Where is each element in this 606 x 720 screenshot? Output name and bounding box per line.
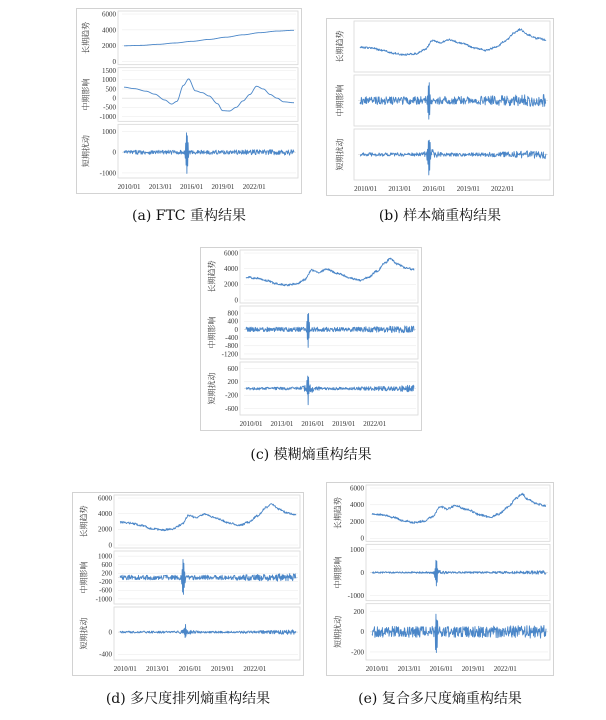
series-line <box>124 133 294 174</box>
panel-1 <box>333 484 551 542</box>
y-tick-label: -400 <box>225 334 238 343</box>
x-tick-label: 2016/01 <box>301 420 325 428</box>
panel-label: 短期扰动 <box>79 617 89 650</box>
figure-d <box>72 492 304 676</box>
y-tick-label: -600 <box>225 405 238 414</box>
panel-label: 长期趋势 <box>333 497 343 530</box>
y-tick-label: 1500 <box>102 67 116 76</box>
x-axis <box>118 183 267 191</box>
panel-label: 短期扰动 <box>335 138 345 171</box>
series-line <box>246 313 414 347</box>
y-tick-label: 0 <box>360 628 364 637</box>
y-tick-label: -1000 <box>99 112 116 121</box>
y-tick-label: 0 <box>234 325 238 334</box>
chart-d <box>72 492 304 676</box>
figure-c <box>200 247 422 431</box>
x-tick-label: 2019/01 <box>210 665 234 673</box>
y-tick-label: 4000 <box>224 265 238 274</box>
panel-label: 短期扰动 <box>333 615 343 648</box>
x-tick-label: 2016/01 <box>178 665 202 673</box>
panel-3 <box>81 124 299 178</box>
panel-label: 中期影响 <box>81 78 91 111</box>
y-tick-label: 0 <box>360 568 364 577</box>
panel-label: 中期影响 <box>79 561 89 594</box>
y-tick-label: -200 <box>225 391 238 400</box>
panel-2 <box>79 551 301 604</box>
y-tick-label: 4000 <box>102 26 116 35</box>
figure-b <box>326 18 554 196</box>
y-tick-label: 200 <box>101 569 112 578</box>
x-tick-label: 2010/01 <box>239 420 263 428</box>
y-tick-label: 1000 <box>350 546 364 555</box>
panel-label: 中期影响 <box>335 84 345 117</box>
x-tick-label: 2013/01 <box>146 665 170 673</box>
panel-label: 长期趋势 <box>81 21 91 54</box>
y-tick-label: 0 <box>112 148 116 157</box>
panel-label: 短期扰动 <box>207 372 217 405</box>
series-line <box>372 493 546 523</box>
series-line <box>246 376 414 405</box>
figure-frame <box>327 483 554 676</box>
panel-label: 中期影响 <box>207 316 217 349</box>
y-tick-label: 500 <box>105 85 116 94</box>
series-line <box>124 79 294 111</box>
series-line <box>120 504 296 531</box>
y-tick-label: 0 <box>360 534 364 543</box>
chart-b <box>326 18 554 196</box>
y-tick-label: -1000 <box>95 595 112 604</box>
y-tick-label: 6000 <box>224 249 238 258</box>
x-tick-label: 2010/01 <box>354 185 378 193</box>
caption-a: (a) FTC 重构结果 <box>132 208 246 224</box>
x-tick-label: 2022/01 <box>243 665 267 673</box>
y-tick-label: 0 <box>108 628 112 637</box>
panel-frame <box>114 607 300 660</box>
panel-1 <box>79 494 301 549</box>
x-tick-label: 2022/01 <box>490 185 514 193</box>
panel-label: 短期扰动 <box>81 135 91 168</box>
y-tick-label: 0 <box>112 94 116 103</box>
y-tick-label: 1000 <box>98 552 112 561</box>
y-tick-label: 2000 <box>224 280 238 289</box>
caption-d: (d) 多尺度排列熵重构结果 <box>105 691 271 707</box>
y-tick-label: 1000 <box>102 127 116 136</box>
x-tick-label: 2022/01 <box>363 420 387 428</box>
y-tick-label: 0 <box>234 296 238 305</box>
panel-label: 长期趋势 <box>335 30 345 63</box>
x-tick-label: 2016/01 <box>429 665 453 673</box>
x-tick-label: 2013/01 <box>270 420 294 428</box>
caption-b: (b) 样本熵重构结果 <box>378 208 502 224</box>
panel-label: 中期影响 <box>333 556 343 589</box>
x-tick-label: 2013/01 <box>148 183 172 191</box>
y-tick-label: 800 <box>227 309 238 318</box>
series-line <box>124 30 294 45</box>
chart-e <box>326 482 554 676</box>
x-tick-label: 2022/01 <box>493 665 517 673</box>
y-tick-label: 2000 <box>102 42 116 51</box>
panel-3 <box>333 604 551 660</box>
x-tick-label: 2016/01 <box>180 183 204 191</box>
y-tick-label: 2000 <box>350 517 364 526</box>
series-line <box>120 624 296 637</box>
y-tick-label: 200 <box>353 608 364 617</box>
panel-1 <box>207 249 419 304</box>
panel-2 <box>207 306 419 359</box>
x-tick-label: 2019/01 <box>456 185 480 193</box>
x-tick-label: 2022/01 <box>242 183 266 191</box>
panel-frame <box>118 11 298 65</box>
x-tick-label: 2016/01 <box>422 185 446 193</box>
panel-frame <box>114 495 300 548</box>
y-tick-label: -1000 <box>99 169 116 178</box>
panel-3 <box>207 362 419 415</box>
x-axis <box>240 420 387 428</box>
x-tick-label: 2010/01 <box>365 665 389 673</box>
y-tick-label: -1000 <box>347 591 364 600</box>
y-tick-label: 6000 <box>350 484 364 493</box>
panel-label: 长期趋势 <box>79 505 89 538</box>
y-tick-label: 0 <box>112 58 116 67</box>
panel-3 <box>335 129 551 180</box>
x-axis <box>366 665 518 673</box>
x-tick-label: 2019/01 <box>211 183 235 191</box>
x-tick-label: 2010/01 <box>113 665 137 673</box>
x-tick-label: 2019/01 <box>461 665 485 673</box>
series-line <box>360 140 546 175</box>
caption-c: (c) 模糊熵重构结果 <box>250 447 372 463</box>
x-tick-label: 2019/01 <box>332 420 356 428</box>
y-tick-label: 2000 <box>98 525 112 534</box>
y-tick-label: -800 <box>225 342 238 351</box>
caption-e: (e) 复合多尺度熵重构结果 <box>358 691 522 707</box>
chart-a <box>76 8 302 194</box>
panel-1 <box>335 21 551 72</box>
y-tick-label: -400 <box>99 650 112 659</box>
x-axis <box>114 665 267 673</box>
panel-frame <box>354 21 550 72</box>
y-tick-label: 4000 <box>98 510 112 519</box>
y-tick-label: 6000 <box>98 494 112 503</box>
figure-frame <box>77 9 302 194</box>
y-tick-label: 1000 <box>102 76 116 85</box>
y-tick-label: 4000 <box>350 501 364 510</box>
x-tick-label: 2013/01 <box>397 665 421 673</box>
series-line <box>372 560 546 585</box>
panel-label: 长期趋势 <box>207 260 217 293</box>
figure-a <box>76 8 302 194</box>
series-line <box>246 258 414 286</box>
series-line <box>360 29 546 56</box>
panel-frame <box>240 250 418 303</box>
y-tick-label: 600 <box>101 561 112 570</box>
x-tick-label: 2010/01 <box>117 183 141 191</box>
y-tick-label: -1200 <box>221 350 238 359</box>
y-tick-label: 400 <box>227 317 238 326</box>
y-tick-label: 6000 <box>102 10 116 19</box>
y-tick-label: -500 <box>103 103 116 112</box>
y-tick-label: -200 <box>351 648 364 657</box>
panel-2 <box>81 67 299 121</box>
figure-e <box>326 482 554 676</box>
panel-1 <box>81 10 299 66</box>
figure-frame <box>327 19 554 196</box>
panel-2 <box>335 75 551 126</box>
y-tick-label: -600 <box>99 586 112 595</box>
chart-c <box>200 247 422 431</box>
y-tick-label: 0 <box>108 541 112 550</box>
panel-3 <box>79 607 301 660</box>
panel-2 <box>333 544 551 600</box>
y-tick-label: 600 <box>227 364 238 373</box>
series-line <box>360 83 546 119</box>
series-line <box>372 614 546 652</box>
y-tick-label: 200 <box>227 378 238 387</box>
x-tick-label: 2013/01 <box>388 185 412 193</box>
y-tick-label: -200 <box>99 578 112 587</box>
x-axis <box>354 185 514 193</box>
